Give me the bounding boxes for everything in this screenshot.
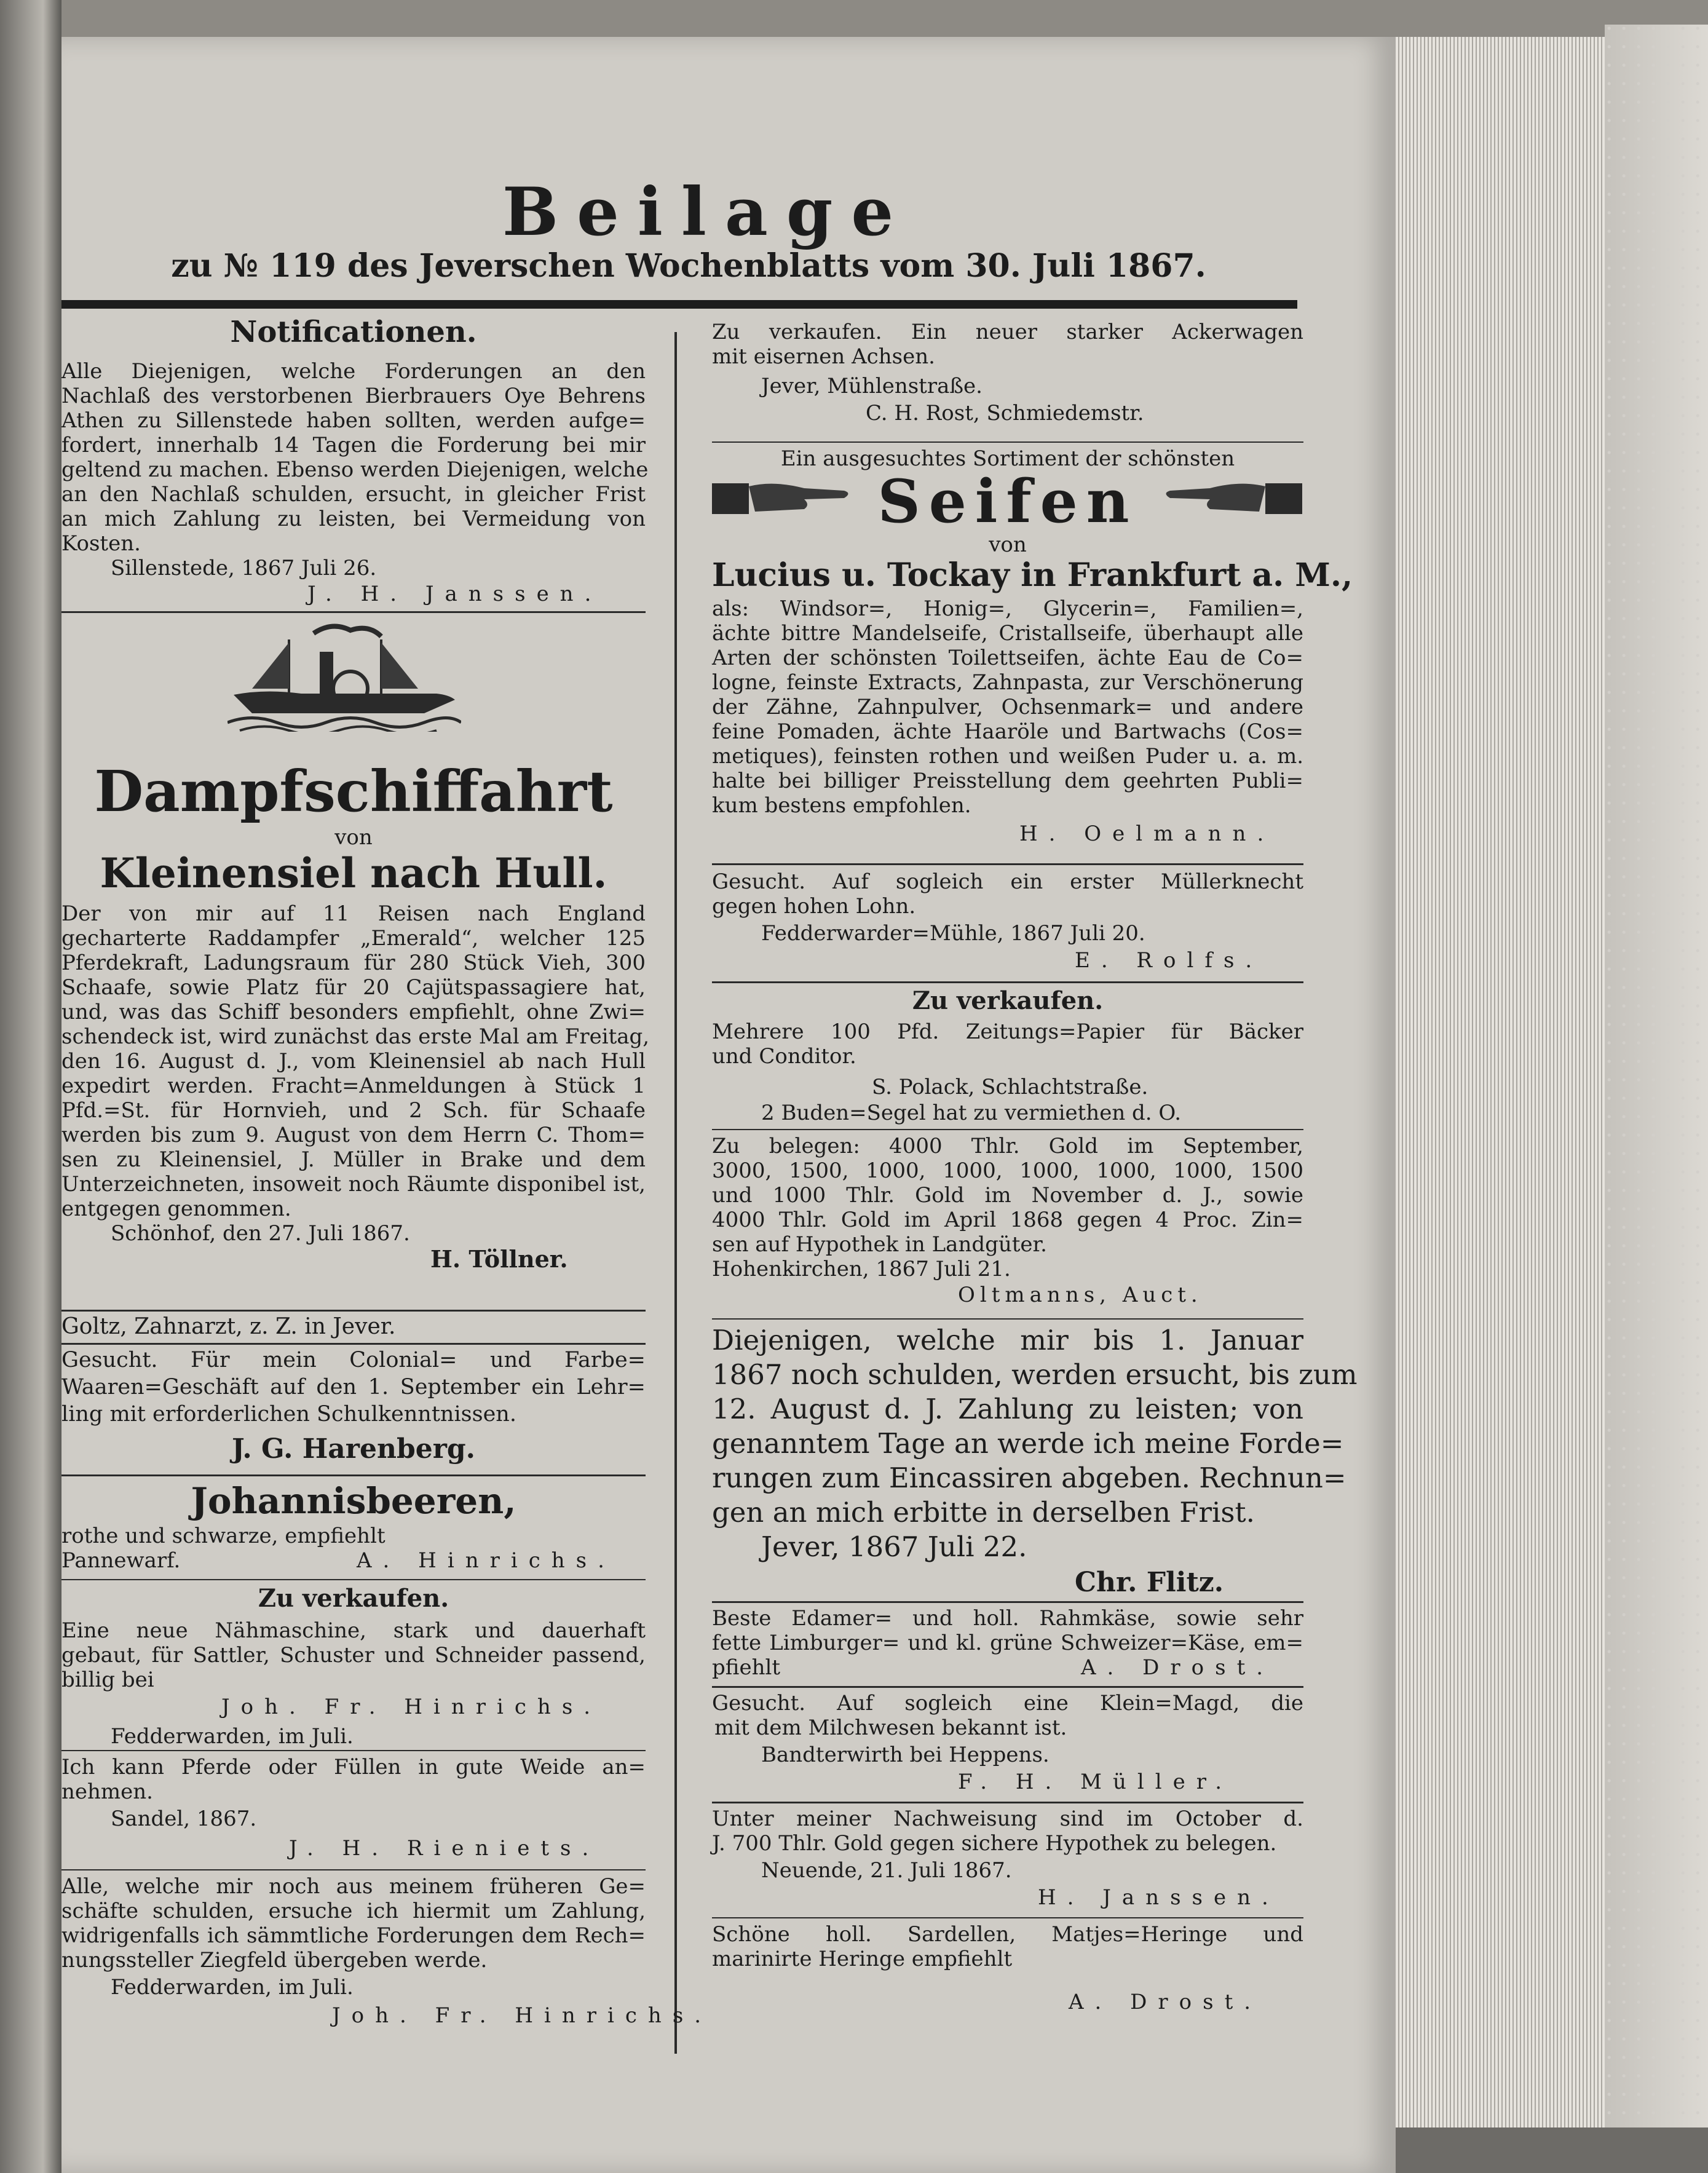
separator: [712, 1601, 1303, 1603]
kaese-line: Beste Edamer= und holl. Rahmkäse, sowie sehr: [712, 1606, 1303, 1631]
johannis-place: Pannewarf.: [61, 1548, 181, 1573]
verkauf2-heading: Zu verkaufen.: [912, 986, 1104, 1015]
muellerknecht-line: gegen hohen Lohn.: [712, 894, 916, 919]
pferde-signature: J. H. Rieniets.: [289, 1836, 600, 1861]
separator: [712, 441, 1303, 443]
kaese-line: pfiehlt: [712, 1655, 780, 1680]
pferde-line: Ich kann Pferde oder Füllen in gute Weide an=: [61, 1755, 646, 1779]
separator: [712, 1129, 1303, 1130]
hypothek-line: J. 700 Thlr. Gold gegen sichere Hypothek zu belegen.: [712, 1831, 1277, 1856]
steam-line: expedirt werden. Fracht=Anmeldungen à Stück 1: [61, 1074, 646, 1098]
ackerwagen-signature: C. H. Rost, Schmiedemstr.: [866, 401, 1144, 425]
book-page-edges: [1396, 37, 1605, 2127]
verkauf2-line: und Conditor.: [712, 1044, 856, 1069]
belegen-line: und 1000 Thlr. Gold im November d. J., sowie: [712, 1183, 1303, 1208]
buden-notice: 2 Buden=Segel hat zu vermiethen d. O.: [761, 1101, 1182, 1125]
steam-route: Kleinensiel nach Hull.: [100, 849, 607, 897]
flitz-line: genanntem Tage an werde ich meine Forde=: [712, 1427, 1344, 1460]
separator: [61, 1343, 646, 1345]
pointing-hand-icon: [1161, 471, 1302, 526]
verkauf2-line: Mehrere 100 Pfd. Zeitungs=Papier für Bäcker: [712, 1019, 1303, 1044]
seifen-line: kum bestens empfohlen.: [712, 793, 971, 818]
seifen-line: metiques), feinsten rothen und weißen Puder u. a. m.: [712, 744, 1303, 769]
hypothek-line: Unter meiner Nachweisung sind im October d.: [712, 1807, 1303, 1831]
sardellen-signature: A. Drost.: [1069, 1990, 1262, 2014]
seifen-firm: Lucius u. Tockay in Frankfurt a. M.,: [712, 556, 1353, 594]
separator: [712, 1917, 1303, 1918]
separator: [61, 1310, 646, 1312]
seifen-line: als: Windsor=, Honig=, Glycerin=, Familien=,: [712, 596, 1303, 621]
seifen-line: ächte bittre Mandelseife, Cristallseife, überhaupt alle: [712, 621, 1303, 646]
belegen-signature: Oltmanns, Auct.: [958, 1283, 1203, 1307]
seifen-line: logne, feinste Extracts, Zahnpasta, zur Verschönerung: [712, 670, 1303, 695]
magd-place: Bandterwirth bei Heppens.: [761, 1743, 1050, 1767]
seifen-line: halte bei billiger Preisstellung dem geehrten Publi=: [712, 769, 1303, 793]
separator: [61, 611, 646, 613]
magd-line: mit dem Milchwesen bekannt ist.: [714, 1716, 1067, 1740]
goltz-notice: Goltz, Zahnarzt, z. Z. in Jever.: [61, 1314, 396, 1339]
steam-signature: H. Töllner.: [430, 1245, 568, 1273]
seifen-von: von: [989, 532, 1027, 557]
notif-heading: Notificationen.: [230, 315, 477, 349]
ackerwagen-place: Jever, Mühlenstraße.: [761, 374, 982, 398]
separator: [61, 1750, 646, 1751]
page-title: Beilage: [502, 173, 912, 251]
verkauf-line: Eine neue Nähmaschine, stark und dauerhaft: [61, 1618, 646, 1643]
johannis-heading: Johannisbeeren,: [191, 1480, 516, 1522]
flitz-line: 12. August d. J. Zahlung zu leisten; von: [712, 1393, 1303, 1425]
gesucht-line: ling mit erforderlichen Schulkenntnissen.: [61, 1402, 516, 1427]
alle-line: widrigenfalls ich sämmtliche Forderungen dem Rech=: [61, 1923, 646, 1948]
belegen-place: Hohenkirchen, 1867 Juli 21.: [712, 1257, 1011, 1281]
steam-line: Schaafe, sowie Platz für 20 Cajütspassagiere hat,: [61, 975, 646, 1000]
seifen-signature: H. Oelmann.: [1019, 821, 1275, 846]
notif-line: Athen zu Sillenstede haben sollten, werden aufge=: [61, 408, 646, 433]
header-rule: [61, 300, 1297, 309]
seifen-intro: Ein ausgesuchtes Sortiment der schönsten: [780, 446, 1235, 471]
notif-line: Kosten.: [61, 531, 141, 556]
alle-line: nungssteller Ziegfeld übergeben werde.: [61, 1948, 488, 1973]
magd-line: Gesucht. Auf sogleich eine Klein=Magd, die: [712, 1691, 1303, 1716]
johannis-line: rothe und schwarze, empfiehlt: [61, 1524, 385, 1548]
notif-place: Sillenstede, 1867 Juli 26.: [111, 556, 377, 580]
steam-line: entgegen genommen.: [61, 1197, 291, 1221]
magd-signature: F. H. Müller.: [958, 1770, 1233, 1794]
johannis-signature: A. Hinrichs.: [357, 1548, 615, 1573]
alle-line: Alle, welche mir noch aus meinem früheren Ge=: [61, 1874, 646, 1899]
notif-line: an den Nachlaß schulden, ersucht, in gleicher Frist: [61, 482, 646, 507]
seifen-line: feine Pomaden, ächte Haaröle und Bartwachs (Cos=: [712, 719, 1303, 744]
notif-line: geltend zu machen. Ebenso werden Diejenigen, welche: [61, 457, 649, 482]
gesucht-line: Waaren=Geschäft auf den 1. September ein Lehr=: [61, 1375, 646, 1399]
separator: [712, 1686, 1303, 1688]
separator: [712, 863, 1303, 865]
alle-line: schäfte schulden, ersuche ich hiermit um Zahlung,: [61, 1899, 646, 1923]
separator: [61, 1869, 646, 1870]
sardellen-line: marinirte Heringe empfiehlt: [712, 1947, 1013, 1971]
muellerknecht-line: Gesucht. Auf sogleich ein erster Müllerknecht: [712, 869, 1303, 894]
steam-line: werden bis zum 9. August von dem Herrn C. Thom=: [61, 1123, 646, 1147]
flitz-line: 1867 noch schulden, werden ersucht, bis zum: [712, 1358, 1358, 1391]
flitz-line: rungen zum Eincassiren abgeben. Rechnun=: [712, 1462, 1346, 1494]
seifen-line: Arten der schönsten Toilettseifen, ächte Eau de Co=: [712, 646, 1303, 670]
flitz-line: gen an mich erbitte in derselben Frist.: [712, 1496, 1255, 1529]
steam-line: Unterzeichneten, insoweit noch Räumte disponibel ist,: [61, 1172, 646, 1197]
notif-line: an mich Zahlung zu leisten, bei Vermeidung von: [61, 507, 646, 531]
muellerknecht-place: Fedderwarder=Mühle, 1867 Juli 20.: [761, 921, 1145, 946]
steam-line: und, was das Schiff besonders empfiehlt, ohne Zwi=: [61, 1000, 646, 1024]
separator: [61, 1474, 646, 1476]
gesucht-signature: J. G. Harenberg.: [232, 1433, 475, 1465]
verkauf2-signature: S. Polack, Schlachtstraße.: [872, 1075, 1149, 1099]
notif-line: Nachlaß des verstorbenen Bierbrauers Oye Behrens: [61, 384, 646, 408]
hypothek-signature: H. Janssen.: [1038, 1885, 1279, 1910]
sardellen-line: Schöne holl. Sardellen, Matjes=Heringe und: [712, 1922, 1303, 1947]
steamship-icon: [227, 621, 461, 732]
belegen-line: 3000, 1500, 1000, 1000, 1000, 1000, 1000, 1500: [712, 1158, 1303, 1183]
separator: [712, 981, 1303, 983]
flitz-signature: Chr. Flitz.: [1075, 1567, 1224, 1598]
book-shadow: [1396, 2127, 1708, 2173]
steam-line: Der von mir auf 11 Reisen nach England: [61, 901, 646, 926]
verkauf-place: Fedderwarden, im Juli.: [111, 1724, 354, 1749]
steam-von: von: [334, 825, 373, 850]
steam-heading: Dampfschiffahrt: [94, 758, 613, 825]
belegen-line: sen auf Hypothek in Landgüter.: [712, 1232, 1047, 1257]
steam-line: den 16. August d. J., vom Kleinensiel ab nach Hull: [61, 1049, 646, 1074]
verkauf-heading: Zu verkaufen.: [258, 1584, 449, 1613]
steam-line: sen zu Kleinensiel, J. Müller in Brake und dem: [61, 1147, 646, 1172]
pferde-line: nehmen.: [61, 1779, 153, 1804]
seifen-heading: Seifen: [877, 467, 1138, 536]
muellerknecht-signature: E. Rolfs.: [1075, 948, 1263, 973]
belegen-line: 4000 Thlr. Gold im April 1868 gegen 4 Proc. Zin=: [712, 1208, 1303, 1232]
belegen-line: Zu belegen: 4000 Thlr. Gold im September,: [712, 1134, 1303, 1158]
notif-line: fordert, innerhalb 14 Tagen die Forderung bei mir: [61, 433, 646, 457]
notif-signature: J. H. Janssen.: [307, 582, 603, 606]
verkauf-line: gebaut, für Sattler, Schuster und Schneider passend,: [61, 1643, 646, 1668]
seifen-line: der Zähne, Zahnpulver, Ochsenmark= und andere: [712, 695, 1303, 719]
steam-line: schendeck ist, wird zunächst das erste Mal am Freitag,: [61, 1024, 650, 1049]
notif-line: Alle Diejenigen, welche Forderungen an den: [61, 359, 646, 384]
column-divider: [674, 332, 677, 2054]
book-cover: [1605, 25, 1708, 2173]
steam-line: Pferdekraft, Ladungsraum für 280 Stück Vieh, 300: [61, 951, 646, 975]
separator: [61, 1579, 646, 1580]
gesucht-line: Gesucht. Für mein Colonial= und Farbe=: [61, 1348, 646, 1372]
ackerwagen-line: mit eisernen Achsen.: [712, 344, 935, 369]
separator: [712, 1802, 1303, 1803]
steam-line: gecharterte Raddampfer „Emerald“, welcher 125: [61, 926, 646, 951]
alle-place: Fedderwarden, im Juli.: [111, 1975, 354, 2000]
verkauf-signature: Joh. Fr. Hinrichs.: [221, 1695, 602, 1719]
separator: [712, 1318, 1303, 1320]
flitz-place: Jever, 1867 Juli 22.: [761, 1530, 1027, 1563]
ackerwagen-line: Zu verkaufen. Ein neuer starker Ackerwagen: [712, 320, 1303, 344]
verkauf-line: billig bei: [61, 1668, 154, 1692]
flitz-line: Diejenigen, welche mir bis 1. Januar: [712, 1324, 1303, 1356]
pferde-place: Sandel, 1867.: [111, 1807, 257, 1831]
steam-line: Pfd.=St. für Hornvieh, und 2 Sch. für Schaafe: [61, 1098, 646, 1123]
kaese-line: fette Limburger= und kl. grüne Schweizer=Käse, em=: [712, 1631, 1303, 1655]
page-subtitle: zu № 119 des Jeverschen Wochenblatts vom 30. Juli 1867.: [171, 247, 1206, 285]
steam-place: Schönhof, den 27. Juli 1867.: [111, 1221, 410, 1246]
alle-signature: Joh. Fr. Hinrichs.: [332, 2003, 713, 2028]
kaese-signature: A. Drost.: [1081, 1655, 1275, 1680]
hypothek-place: Neuende, 21. Juli 1867.: [761, 1858, 1012, 1883]
left-page-edge: [0, 0, 61, 2173]
